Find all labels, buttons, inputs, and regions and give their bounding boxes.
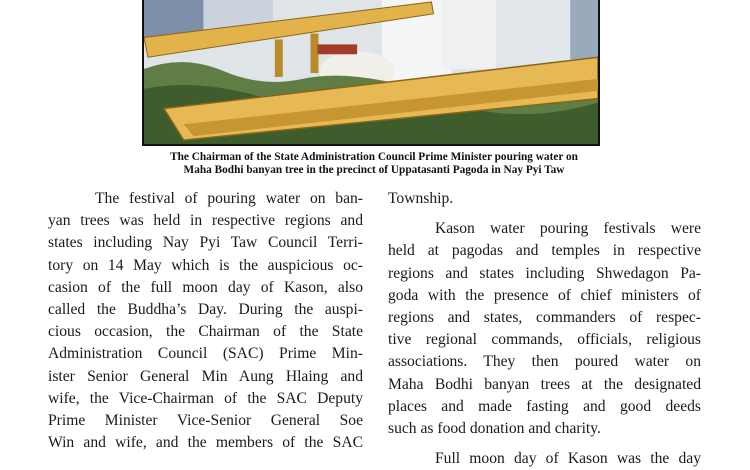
text-line: Maha Bodhi banyan trees at the designated <box>388 375 701 393</box>
news-photo <box>142 0 600 146</box>
text-line: held at pagodas and temples in respective <box>388 242 701 260</box>
text-line: Win and wife, and the members of the SAC <box>48 434 363 452</box>
caption-line-2: Maha Bodhi banyan tree in the precinct of Uppatasanti Pagoda in Nay Pyi Taw <box>183 164 565 176</box>
article-column-right <box>388 188 701 470</box>
text-line: goda with the presence of chief ministers of <box>388 286 701 304</box>
text-line: states including Nay Pyi Taw Council Terri- <box>48 234 363 252</box>
text-line: Township. <box>388 190 454 207</box>
text-line: such as food donation and charity. <box>388 419 601 437</box>
text-line: Prime Minister Vice-Senior General Soe <box>48 411 363 429</box>
caption-line-1: The Chairman of the State Administration Council Prime Minister pouring water on <box>170 151 578 163</box>
text-line: wife, the Vice-Chairman of the SAC Deputy <box>48 389 363 407</box>
text-line: The festival of pouring water on ban- <box>95 190 363 207</box>
text-line: called the Buddha’s Day. During the auspi- <box>48 300 363 318</box>
text-line: regions and states including Shwedagon Pa- <box>388 264 701 282</box>
photo-caption <box>130 151 618 177</box>
text-line: associations. They then poured water on <box>388 353 701 371</box>
text-line: places and made fasting and good deeds <box>388 397 701 415</box>
text-line: cious occasion, the Chairman of the State <box>48 323 363 341</box>
text-line: regions and states, commanders of respec- <box>388 308 701 326</box>
photo-icon <box>144 0 598 144</box>
text-line: Kason water pouring festivals were <box>435 220 701 238</box>
text-line: Full moon day of Kason was the day <box>435 450 701 468</box>
text-line: tory on 14 May which is the auspicious oc- <box>48 256 363 274</box>
text-line: tive regional commands, officials, religious <box>388 331 701 349</box>
article-column-left <box>48 188 363 454</box>
text-line: ister Senior General Min Aung Hlaing and <box>48 367 363 385</box>
text-line: Administration Council (SAC) Prime Min- <box>48 345 363 363</box>
text-line: yan trees was held in respective regions and <box>48 212 363 230</box>
text-line: casion of the full moon day of Kason, also <box>48 278 363 296</box>
